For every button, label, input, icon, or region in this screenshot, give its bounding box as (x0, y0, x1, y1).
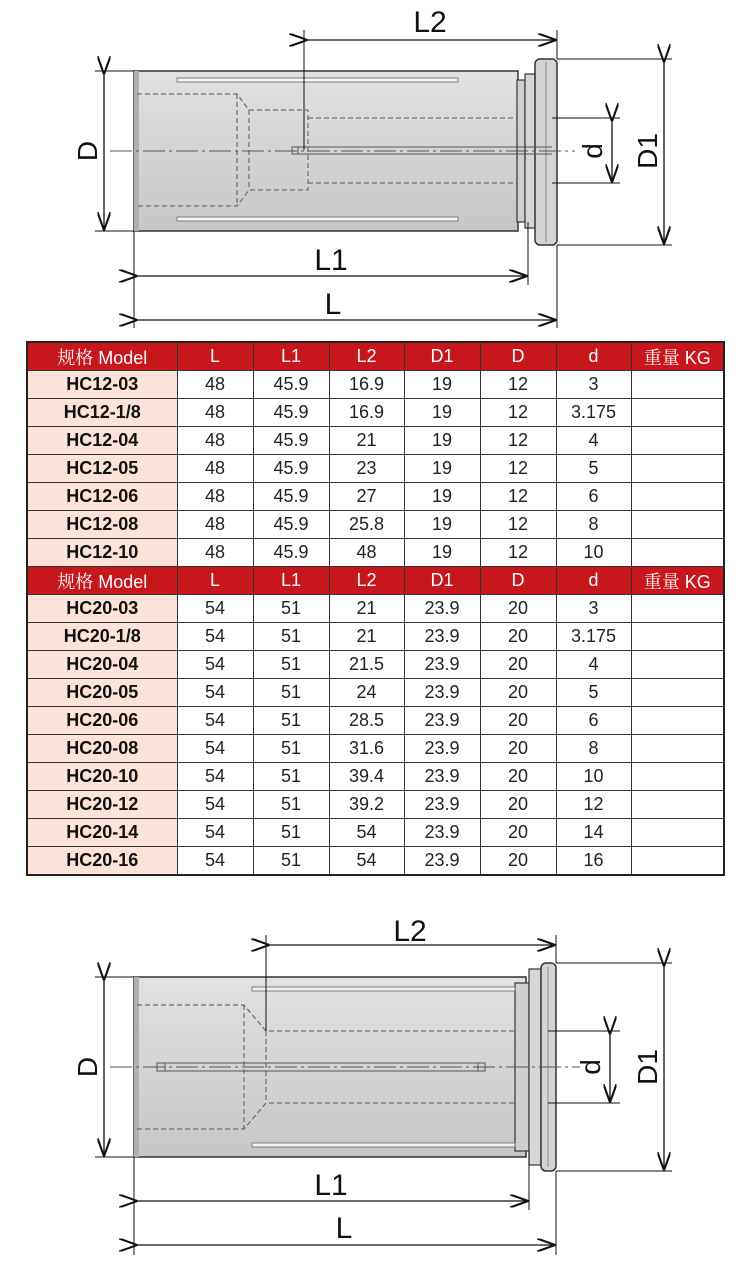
table-cell: 5 (556, 455, 631, 483)
table-cell: 12 (480, 427, 556, 455)
table-row (27, 539, 724, 567)
dim-L2-bottom (268, 915, 554, 948)
table-cell: 51 (253, 819, 329, 847)
svg-text:L1: L1 (314, 244, 348, 277)
dim-d-top (577, 120, 612, 181)
table-header-cell: d (556, 342, 631, 371)
table-cell: 12 (480, 455, 556, 483)
table-cell: 20 (480, 791, 556, 819)
table-cell (631, 595, 724, 623)
svg-text:d: d (575, 1059, 606, 1075)
table-header-cell: D1 (404, 567, 480, 595)
table-cell: 10 (556, 539, 631, 567)
dim-D1-bottom (632, 965, 664, 1169)
table-cell: 54 (177, 819, 253, 847)
table-row (27, 847, 724, 876)
table-cell (631, 483, 724, 511)
table-header-cell: D (480, 342, 556, 371)
table-header-cell: L1 (253, 342, 329, 371)
table-row (27, 427, 724, 455)
model-cell: HC20-12 (27, 791, 177, 819)
model-cell: HC12-10 (27, 539, 177, 567)
table-cell: 54 (177, 847, 253, 876)
table-header-row (27, 342, 724, 371)
table-cell: 51 (253, 651, 329, 679)
table-cell: 6 (556, 483, 631, 511)
table-cell: 12 (480, 483, 556, 511)
table-cell: 20 (480, 819, 556, 847)
table-cell (631, 707, 724, 735)
table-cell: 8 (556, 511, 631, 539)
table-cell: 19 (404, 371, 480, 399)
table-cell: 51 (253, 679, 329, 707)
model-cell: HC20-1/8 (27, 623, 177, 651)
table-cell: 20 (480, 763, 556, 791)
table-cell: 54 (177, 763, 253, 791)
model-cell: HC20-03 (27, 595, 177, 623)
table-cell (631, 623, 724, 651)
table-row (27, 707, 724, 735)
table-row (27, 371, 724, 399)
svg-text:L: L (335, 1212, 353, 1245)
table-cell: 21 (329, 595, 404, 623)
table-cell (631, 735, 724, 763)
table-cell: 45.9 (253, 511, 329, 539)
table-cell: 20 (480, 707, 556, 735)
table-header-cell: L2 (329, 567, 404, 595)
table-cell: 23 (329, 455, 404, 483)
table-cell: 20 (480, 595, 556, 623)
svg-text:L2: L2 (413, 6, 447, 39)
table-row (27, 763, 724, 791)
table-cell: 54 (329, 847, 404, 876)
drawing-top (0, 0, 750, 338)
table-cell: 28.5 (329, 707, 404, 735)
table-cell (631, 847, 724, 876)
table-cell: 8 (556, 735, 631, 763)
table-cell: 23.9 (404, 763, 480, 791)
dim-D1-top (632, 61, 664, 243)
table-cell: 39.4 (329, 763, 404, 791)
table-cell: 20 (480, 651, 556, 679)
table-header-cell: L1 (253, 567, 329, 595)
table-cell: 3 (556, 371, 631, 399)
table-header-cell: D (480, 567, 556, 595)
table-cell: 21 (329, 427, 404, 455)
table-row (27, 623, 724, 651)
table-cell (631, 819, 724, 847)
table-row (27, 679, 724, 707)
table-header-cell: L (177, 342, 253, 371)
model-cell: HC12-08 (27, 511, 177, 539)
table-cell: 51 (253, 623, 329, 651)
svg-text:D: D (72, 1056, 103, 1078)
table-cell: 24 (329, 679, 404, 707)
table-cell: 19 (404, 539, 480, 567)
table-header-cell: 重量 KG (631, 342, 724, 371)
table-cell: 20 (480, 679, 556, 707)
drawing-bottom (0, 905, 750, 1263)
table-cell: 16.9 (329, 399, 404, 427)
table-cell (631, 399, 724, 427)
table-row (27, 651, 724, 679)
table-cell: 12 (480, 399, 556, 427)
model-cell: HC20-04 (27, 651, 177, 679)
table-header-cell: L2 (329, 342, 404, 371)
table-cell (631, 791, 724, 819)
table-cell: 14 (556, 819, 631, 847)
table-cell: 23.9 (404, 651, 480, 679)
table-cell: 48 (177, 539, 253, 567)
table-cell: 4 (556, 427, 631, 455)
table-cell: 27 (329, 483, 404, 511)
table-cell: 23.9 (404, 819, 480, 847)
table-cell: 19 (404, 483, 480, 511)
table-cell: 19 (404, 511, 480, 539)
table-cell: 23.9 (404, 707, 480, 735)
table-cell: 23.9 (404, 623, 480, 651)
table-cell: 16.9 (329, 371, 404, 399)
table-cell: 16 (556, 847, 631, 876)
table-header-cell: D1 (404, 342, 480, 371)
table-cell: 45.9 (253, 399, 329, 427)
table-cell: 21.5 (329, 651, 404, 679)
table-row (27, 819, 724, 847)
table-cell: 3.175 (556, 399, 631, 427)
table-row (27, 511, 724, 539)
table-cell: 6 (556, 707, 631, 735)
dim-L-top (136, 288, 555, 321)
table-cell (631, 455, 724, 483)
model-cell: HC20-08 (27, 735, 177, 763)
spec-table-body (27, 342, 724, 875)
table-cell: 10 (556, 763, 631, 791)
table-header-row (27, 567, 724, 595)
collet-body-bottom (110, 963, 580, 1171)
svg-text:L: L (324, 288, 342, 321)
table-cell: 51 (253, 847, 329, 876)
table-cell: 54 (177, 707, 253, 735)
table-cell: 23.9 (404, 595, 480, 623)
table-cell: 48 (329, 539, 404, 567)
table-cell: 54 (177, 791, 253, 819)
table-cell: 48 (177, 371, 253, 399)
table-header-cell: d (556, 567, 631, 595)
table-cell: 23.9 (404, 679, 480, 707)
svg-text:L1: L1 (314, 1169, 348, 1202)
table-cell: 31.6 (329, 735, 404, 763)
table-cell: 45.9 (253, 371, 329, 399)
table-row (27, 399, 724, 427)
table-cell: 51 (253, 595, 329, 623)
table-cell: 23.9 (404, 847, 480, 876)
table-row (27, 791, 724, 819)
table-cell: 19 (404, 399, 480, 427)
table-cell: 48 (177, 399, 253, 427)
dim-L2-top (306, 6, 555, 40)
table-cell: 48 (177, 483, 253, 511)
model-cell: HC20-14 (27, 819, 177, 847)
table-cell: 51 (253, 707, 329, 735)
table-cell: 51 (253, 791, 329, 819)
model-cell: HC12-1/8 (27, 399, 177, 427)
table-cell: 12 (480, 539, 556, 567)
table-cell: 12 (480, 511, 556, 539)
svg-text:d: d (577, 143, 608, 159)
table-cell: 39.2 (329, 791, 404, 819)
table-cell: 3.175 (556, 623, 631, 651)
svg-text:D: D (72, 140, 103, 162)
model-cell: HC20-06 (27, 707, 177, 735)
table-header-cell: 规格 Model (27, 567, 177, 595)
table-cell: 51 (253, 735, 329, 763)
table-cell: 45.9 (253, 455, 329, 483)
model-cell: HC20-16 (27, 847, 177, 876)
table-cell (631, 763, 724, 791)
table-cell: 20 (480, 735, 556, 763)
table-cell (631, 679, 724, 707)
model-cell: HC20-05 (27, 679, 177, 707)
table-cell: 45.9 (253, 539, 329, 567)
table-cell (631, 651, 724, 679)
table-cell: 20 (480, 847, 556, 876)
table-header-cell: 重量 KG (631, 567, 724, 595)
table-cell (631, 539, 724, 567)
table-cell: 4 (556, 651, 631, 679)
table-cell: 12 (556, 791, 631, 819)
table-cell: 48 (177, 455, 253, 483)
table-cell: 45.9 (253, 483, 329, 511)
svg-text:D1: D1 (632, 1049, 663, 1085)
table-cell: 5 (556, 679, 631, 707)
table-cell: 48 (177, 511, 253, 539)
dim-L-bottom (136, 1212, 554, 1245)
table-cell: 54 (177, 735, 253, 763)
table-row (27, 483, 724, 511)
model-cell: HC12-03 (27, 371, 177, 399)
table-cell: 45.9 (253, 427, 329, 455)
table-cell: 48 (177, 427, 253, 455)
collet-body-top (110, 59, 575, 245)
dim-L1-bottom (136, 1169, 527, 1202)
table-cell: 54 (177, 651, 253, 679)
table-row (27, 735, 724, 763)
table-header-cell: 规格 Model (27, 342, 177, 371)
table-row (27, 455, 724, 483)
model-cell: HC12-06 (27, 483, 177, 511)
dim-D-bottom (72, 979, 104, 1155)
table-cell (631, 427, 724, 455)
table-cell: 23.9 (404, 735, 480, 763)
model-cell: HC12-04 (27, 427, 177, 455)
table-cell: 19 (404, 455, 480, 483)
model-cell: HC20-10 (27, 763, 177, 791)
table-cell: 12 (480, 371, 556, 399)
table-cell: 20 (480, 623, 556, 651)
svg-text:L2: L2 (393, 915, 427, 948)
spec-table (26, 341, 725, 876)
table-cell: 19 (404, 427, 480, 455)
table-cell: 51 (253, 763, 329, 791)
table-cell: 54 (177, 679, 253, 707)
dim-d-bottom (575, 1033, 610, 1101)
table-cell: 25.8 (329, 511, 404, 539)
table-cell: 21 (329, 623, 404, 651)
table-cell (631, 511, 724, 539)
table-cell: 54 (329, 819, 404, 847)
table-cell: 23.9 (404, 791, 480, 819)
table-cell: 54 (177, 595, 253, 623)
table-cell: 54 (177, 623, 253, 651)
table-row (27, 595, 724, 623)
dim-D-top (72, 73, 104, 229)
table-header-cell: L (177, 567, 253, 595)
table-cell: 3 (556, 595, 631, 623)
svg-text:D1: D1 (632, 133, 663, 169)
table-cell (631, 371, 724, 399)
model-cell: HC12-05 (27, 455, 177, 483)
dim-L1-top (136, 244, 526, 277)
